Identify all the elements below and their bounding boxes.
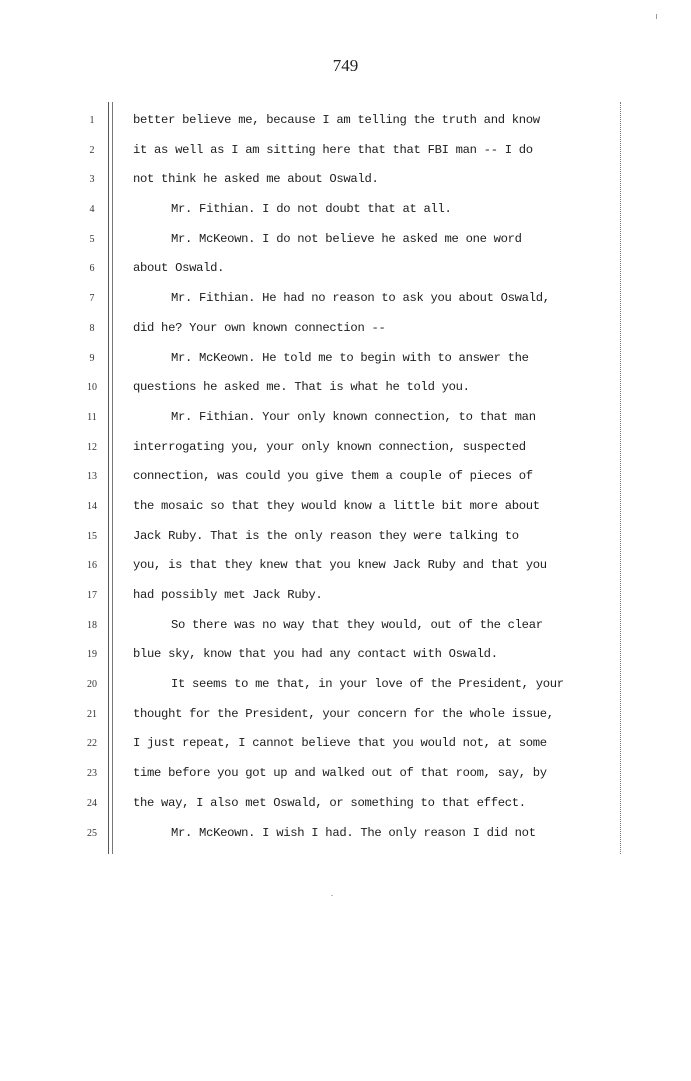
line-number: 18	[87, 619, 97, 631]
scan-speck	[331, 895, 333, 896]
transcript-line: Jack Ruby. That is the only reason they were talking to	[133, 528, 519, 543]
transcript-line: Mr. Fithian. Your only known connection, to that man	[171, 409, 536, 424]
line-number: 3	[89, 174, 95, 186]
transcript-line: the mosaic so that they would know a little bit more about	[133, 498, 540, 513]
transcript-line: Mr. McKeown. He told me to begin with to answer the	[171, 350, 529, 365]
line-number: 25	[87, 827, 97, 839]
transcript-line: Mr. McKeown. I wish I had. The only reason I did not	[171, 825, 536, 840]
line-number: 21	[87, 708, 97, 720]
line-number: 16	[87, 560, 97, 572]
line-number: 2	[89, 144, 95, 156]
transcript-line: thought for the President, your concern for the whole issue,	[133, 706, 554, 721]
line-number: 5	[89, 233, 95, 245]
right-margin-rule	[620, 102, 621, 854]
transcript-line: not think he asked me about Oswald.	[133, 172, 379, 187]
transcript-line: So there was no way that they would, out of the clear	[171, 617, 543, 632]
line-number: 19	[87, 649, 97, 661]
line-number: 23	[87, 768, 97, 780]
transcript-line: It seems to me that, in your love of the President, your	[171, 677, 564, 692]
line-number: 9	[89, 352, 95, 364]
transcript-line: connection, was could you give them a couple of pieces of	[133, 469, 533, 484]
transcript-line: questions he asked me. That is what he told you.	[133, 380, 470, 395]
line-number: 14	[87, 500, 97, 512]
transcript-line: had possibly met Jack Ruby.	[133, 588, 323, 602]
transcript-line: it as well as I am sitting here that that FBI man -- I do	[133, 142, 533, 157]
transcript-line: better believe me, because I am telling the truth and know	[133, 113, 540, 127]
line-number: 17	[87, 590, 97, 601]
transcript-line: I just repeat, I cannot believe that you would not, at some	[133, 736, 547, 751]
line-number: 24	[87, 797, 97, 809]
line-number-column	[84, 106, 100, 848]
scan-speck	[656, 14, 657, 19]
line-number: 1	[89, 115, 95, 126]
line-number: 4	[89, 204, 95, 216]
line-number: 22	[87, 738, 97, 750]
line-number: 6	[89, 263, 95, 275]
line-number: 10	[87, 382, 97, 394]
transcript-line: interrogating you, your only known connection, suspected	[133, 439, 526, 454]
transcript-line: Mr. Fithian. I do not doubt that at all.	[171, 202, 452, 217]
transcript-line: the way, I also met Oswald, or something to that effect.	[133, 795, 526, 810]
page-number: 749	[332, 56, 359, 75]
transcript-line: time before you got up and walked out of that room, say, by	[133, 766, 547, 781]
line-number: 11	[87, 411, 97, 423]
transcript-line: Mr. Fithian. He had no reason to ask you about Oswald,	[171, 291, 550, 306]
transcript-line: you, is that they knew that you knew Jack Ruby and that you	[133, 558, 547, 573]
transcript-body	[133, 106, 615, 848]
line-number: 12	[87, 441, 97, 453]
transcript-line: about Oswald.	[133, 261, 225, 276]
line-number: 8	[89, 322, 95, 334]
line-number: 15	[87, 530, 97, 542]
transcript-line: did he? Your own known connection --	[133, 320, 386, 335]
transcript-line: blue sky, know that you had any contact with Oswald.	[133, 647, 498, 662]
line-number: 7	[89, 293, 95, 305]
left-margin-rule	[108, 102, 113, 854]
transcript-line: Mr. McKeown. I do not believe he asked me one word	[171, 231, 522, 246]
line-number: 20	[87, 679, 97, 691]
line-number: 13	[87, 471, 97, 483]
